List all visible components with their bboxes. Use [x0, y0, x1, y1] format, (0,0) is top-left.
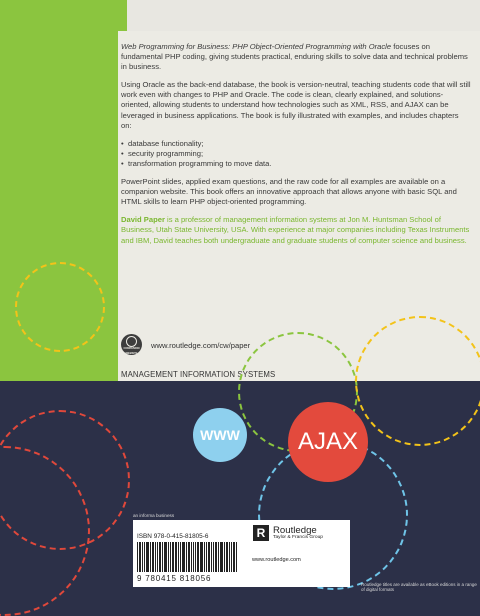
barcode-stripe — [236, 542, 237, 572]
barcode-stripe — [193, 542, 194, 572]
author-paragraph — [121, 215, 471, 245]
author-name: David Paper — [121, 215, 165, 225]
barcode-stripe — [197, 542, 199, 572]
barcode-stripe — [159, 542, 161, 572]
barcode-stripe — [215, 542, 217, 572]
isbn-text: ISBN 978-0-415-81805-6 — [137, 533, 209, 540]
barcode-stripe — [170, 542, 171, 572]
barcode-stripe — [146, 542, 149, 572]
barcode-stripe — [195, 542, 196, 572]
barcode-stripe — [213, 542, 214, 572]
barcode-stripe — [229, 542, 230, 572]
barcode-stripe — [162, 542, 163, 572]
barcode-stripe — [208, 542, 210, 572]
barcode-stripe — [191, 542, 192, 572]
publisher-name: Routledge — [273, 525, 317, 536]
barcode-stripe — [204, 542, 205, 572]
barcode-stripe — [218, 542, 219, 572]
intro-text: focuses on fundamental PHP coding, giving students practical, enduring skills to solve data and technical problems in business. — [121, 42, 468, 72]
imprint-line: an informa business — [133, 513, 175, 518]
barcode-stripe — [168, 542, 169, 572]
routledge-logo-icon: R — [253, 525, 269, 541]
barcode-stripe — [137, 542, 138, 572]
companion-website-badge-icon — [121, 334, 142, 355]
barcode-stripe — [186, 542, 187, 572]
barcode-stripe — [164, 542, 167, 572]
barcode-stripe — [172, 542, 174, 572]
ebook-note: Routledge titles are available as eBook editions in a range of digital formats — [361, 582, 477, 592]
barcode-stripe — [155, 542, 156, 572]
author-bio: is a professor of management information systems at Jon M. Huntsman School of Business, Utah State University, USA. With experience at major companies including Texas Instruments and IBM, David teaches both undergraduate and graduate students of computer science and business. — [121, 215, 470, 245]
barcode-stripe — [180, 542, 181, 572]
chapter-item: • database functionality; — [121, 139, 471, 149]
barcode-stripe — [139, 542, 141, 572]
barcode-stripe — [157, 542, 158, 572]
resources-paragraph: PowerPoint slides, applied exam questions, and the raw code for all examples are available on a companion website. This book offers an innovative approach that allows anyone with basic SQL and HTML skills to learn PHP object-oriented programming. — [121, 177, 457, 207]
intro-paragraph — [121, 42, 471, 72]
book-description — [121, 42, 471, 254]
barcode-stripe — [150, 542, 151, 572]
publisher-url[interactable]: www.routledge.com — [252, 557, 301, 563]
www-bubble: WWW — [193, 408, 247, 462]
barcode-stripe — [142, 542, 143, 572]
barcode-stripe — [206, 542, 207, 572]
publisher-group: Taylor & Francis Group — [273, 535, 324, 540]
ajax-bubble: AJAX — [288, 402, 368, 482]
barcode-stripe — [152, 542, 154, 572]
decorative-circle-red-2 — [0, 410, 130, 550]
chapter-item: • transformation programming to move data. — [121, 159, 471, 169]
companion-url-link[interactable]: www.routledge.com/cw/paper — [151, 341, 251, 350]
barcode-stripe — [178, 542, 179, 572]
decorative-circle-yellow-2 — [355, 316, 480, 446]
barcode-stripe — [175, 542, 177, 572]
barcode-stripe — [224, 542, 225, 572]
description-paragraph: Using Oracle as the back-end database, the book is version-neutral, teaching students code that will still work even with changes to PHP and Oracle. The code is clean, clearly explained, and solutions-oriented, allowing students to understand how technologies such as XML, RSS, and AJAX can be leveraged in business applications. The book is fully illustrated with examples, and includes chapters on: — [121, 80, 471, 130]
barcode-stripe — [226, 542, 228, 572]
barcode-stripe — [231, 542, 232, 572]
decorative-circle-yellow — [15, 262, 105, 352]
chapter-item: • security programming; — [121, 149, 471, 159]
green-accent-strip — [0, 0, 127, 31]
barcode-stripe — [220, 542, 223, 572]
barcode-stripe — [144, 542, 145, 572]
barcode-stripe — [233, 542, 235, 572]
ean-digits: 9 780415 818056 — [137, 574, 212, 583]
badge-label: COMPANION WEBSITE — [123, 347, 140, 355]
barcode-stripe — [200, 542, 203, 572]
book-title: Web Programming for Business: PHP Object-Oriented Programming with Oracle — [121, 42, 392, 51]
barcode — [137, 542, 241, 572]
barcode-stripe — [182, 542, 185, 572]
chapter-list — [121, 139, 471, 169]
barcode-stripe — [188, 542, 190, 572]
barcode-stripe — [211, 542, 212, 572]
subject-category: MANAGEMENT INFORMATION SYSTEMS — [121, 370, 276, 379]
